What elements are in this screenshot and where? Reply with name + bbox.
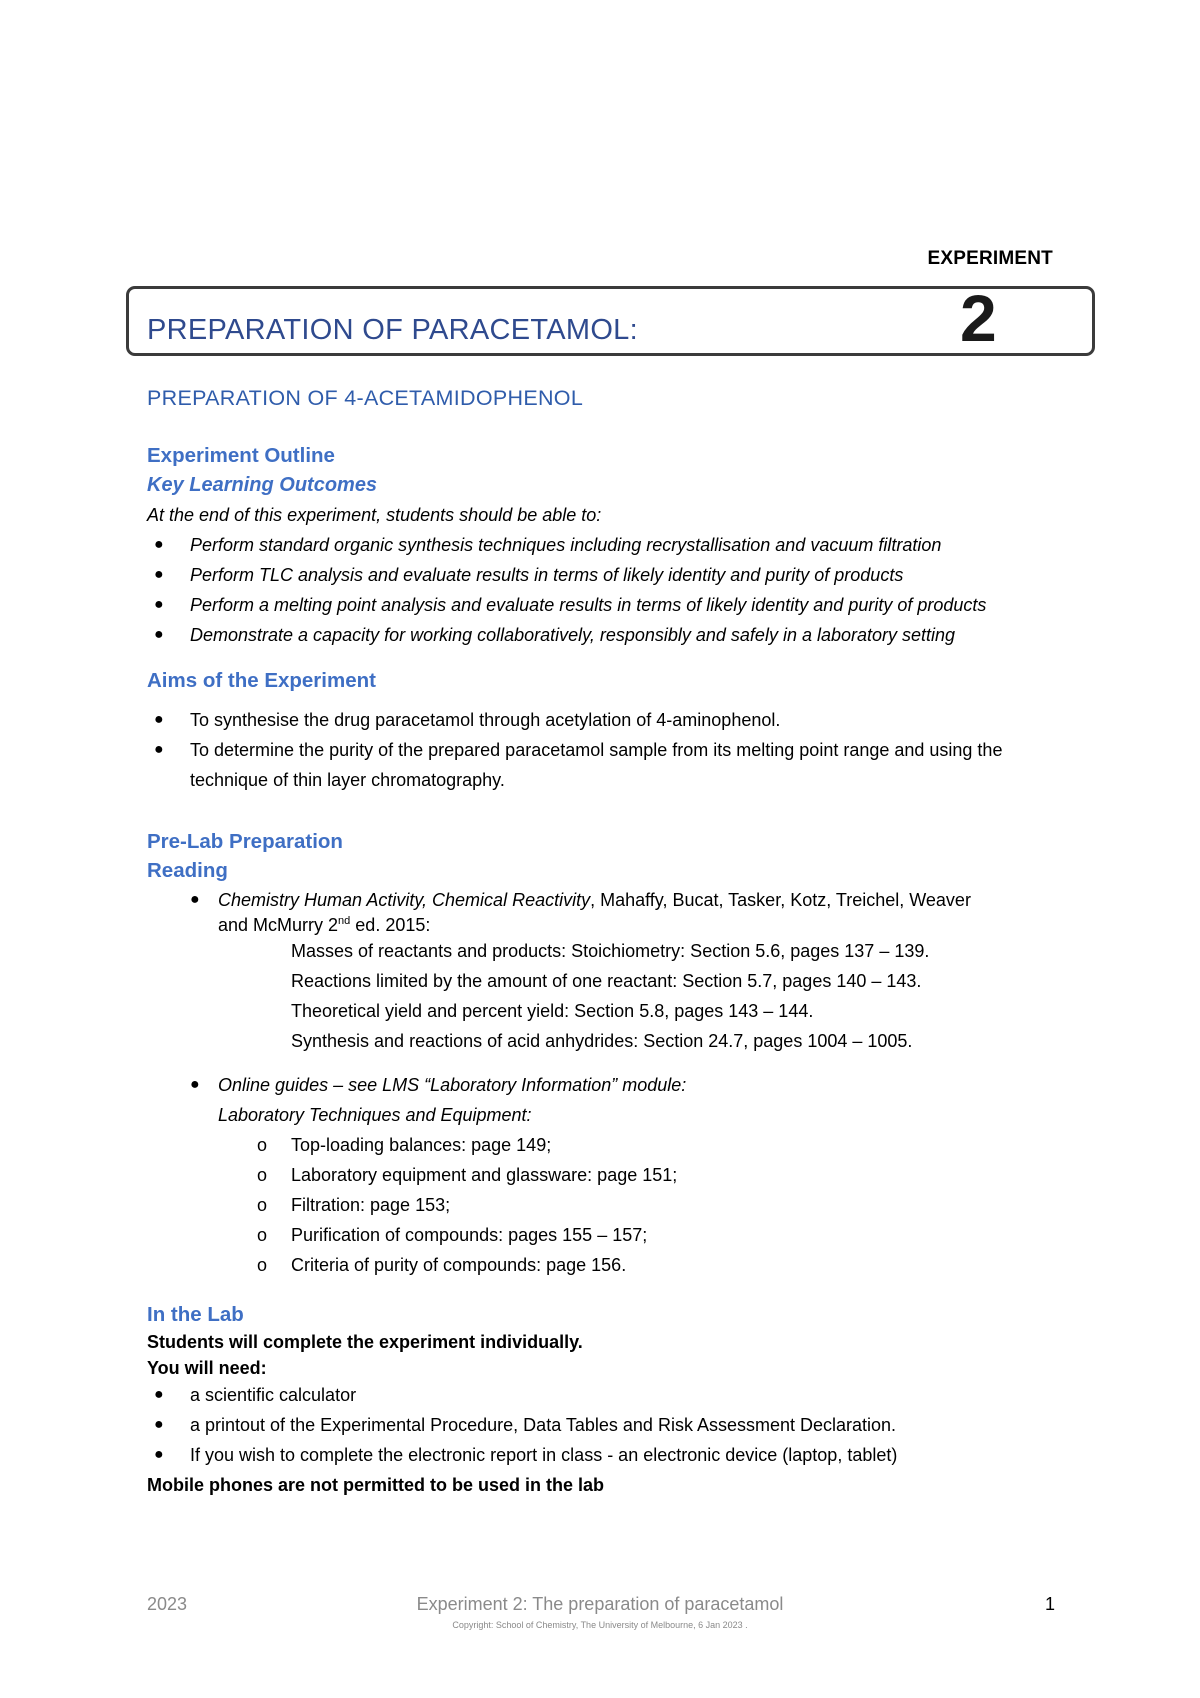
circle-bullet-icon: o bbox=[257, 1225, 268, 1245]
bullet-icon: ● bbox=[190, 1076, 200, 1093]
bullet-icon: ● bbox=[154, 1416, 164, 1433]
bullet-icon: ● bbox=[154, 741, 164, 758]
book-edition-sup: nd bbox=[338, 915, 351, 927]
bullet-icon: ● bbox=[154, 711, 164, 728]
footer-copyright: Copyright: School of Chemistry, The University of Melbourne, 6 Jan 2023 . bbox=[452, 1620, 748, 1630]
footer-title: Experiment 2: The preparation of paracetamol bbox=[416, 1594, 784, 1614]
guide-item: Filtration: page 153; bbox=[291, 1195, 451, 1215]
book-reference bbox=[218, 890, 971, 911]
online-guides: Online guides – see LMS “Laboratory Information” module: bbox=[218, 1075, 687, 1095]
outline-heading: Experiment Outline bbox=[147, 444, 335, 467]
online-guides-sub: Laboratory Techniques and Equipment: bbox=[218, 1105, 532, 1125]
bullet-icon: ● bbox=[154, 536, 164, 553]
lab-heading: In the Lab bbox=[147, 1303, 244, 1326]
book-title: Chemistry Human Activity, Chemical Reactivity bbox=[218, 890, 591, 910]
footer-year: 2023 bbox=[147, 1594, 188, 1614]
book-authors: , Mahaffy, Bucat, Tasker, Kotz, Treichel, Weaver bbox=[590, 890, 971, 910]
prelab-heading: Pre-Lab Preparation bbox=[147, 830, 343, 853]
circle-bullet-icon: o bbox=[257, 1165, 268, 1185]
lab-individual: Students will complete the experiment individually. bbox=[147, 1332, 583, 1352]
circle-bullet-icon: o bbox=[257, 1135, 268, 1155]
bullet-icon: ● bbox=[154, 566, 164, 583]
circle-bullet-icon: o bbox=[257, 1195, 268, 1215]
bullet-icon: ● bbox=[190, 891, 200, 908]
page-number: 1 bbox=[1045, 1594, 1056, 1614]
guide-item: Criteria of purity of compounds: page 156. bbox=[291, 1255, 627, 1275]
page-title: PREPARATION OF PARACETAMOL: bbox=[147, 314, 638, 346]
aim-item-continued: technique of thin layer chromatography. bbox=[190, 770, 505, 790]
aims-heading: Aims of the Experiment bbox=[147, 669, 376, 692]
lab-need: You will need: bbox=[147, 1358, 267, 1378]
aim-item: To synthesise the drug paracetamol through acetylation of 4-aminophenol. bbox=[190, 710, 781, 730]
book-edition-text: and McMurry 2 bbox=[218, 915, 339, 935]
reading-section: Synthesis and reactions of acid anhydrides: Section 24.7, pages 1004 – 1005. bbox=[291, 1031, 913, 1051]
reading-heading: Reading bbox=[147, 859, 228, 882]
outcome-item: Perform standard organic synthesis techniques including recrystallisation and vacuum filtration bbox=[190, 535, 942, 555]
reading-section: Theoretical yield and percent yield: Section 5.8, pages 143 – 144. bbox=[291, 1001, 814, 1021]
outcome-item: Perform a melting point analysis and evaluate results in terms of likely identity and purity of products bbox=[190, 595, 987, 615]
circle-bullet-icon: o bbox=[257, 1255, 268, 1275]
guide-item: Purification of compounds: pages 155 – 157; bbox=[291, 1225, 648, 1245]
need-item: a scientific calculator bbox=[190, 1385, 357, 1405]
page-subtitle: PREPARATION OF 4-ACETAMIDOPHENOL bbox=[147, 386, 584, 410]
book-edition-year: ed. 2015: bbox=[350, 915, 431, 935]
reading-section: Masses of reactants and products: Stoichiometry: Section 5.6, pages 137 – 139. bbox=[291, 941, 930, 961]
reading-section: Reactions limited by the amount of one reactant: Section 5.7, pages 140 – 143. bbox=[291, 971, 922, 991]
outcomes-heading: Key Learning Outcomes bbox=[147, 474, 378, 496]
bullet-icon: ● bbox=[154, 1446, 164, 1463]
aim-item: To determine the purity of the prepared paracetamol sample from its melting point range and using the bbox=[190, 740, 1003, 760]
outcome-item: Demonstrate a capacity for working collaboratively, responsibly and safely in a laboratory setting bbox=[190, 625, 956, 645]
guide-item: Laboratory equipment and glassware: page 151; bbox=[291, 1165, 678, 1185]
experiment-number: 2 bbox=[960, 281, 997, 355]
experiment-label: EXPERIMENT bbox=[927, 248, 1053, 269]
guide-item: Top-loading balances: page 149; bbox=[291, 1135, 552, 1155]
bullet-icon: ● bbox=[154, 596, 164, 613]
book-edition bbox=[218, 915, 430, 936]
outcomes-intro: At the end of this experiment, students should be able to: bbox=[147, 505, 602, 525]
outcome-item: Perform TLC analysis and evaluate results in terms of likely identity and purity of products bbox=[190, 565, 904, 585]
bullet-icon: ● bbox=[154, 1386, 164, 1403]
need-item: a printout of the Experimental Procedure, Data Tables and Risk Assessment Declaration. bbox=[190, 1415, 897, 1435]
phones-note: Mobile phones are not permitted to be used in the lab bbox=[147, 1475, 605, 1495]
need-item: If you wish to complete the electronic report in class - an electronic device (laptop, tablet) bbox=[190, 1445, 898, 1465]
bullet-icon: ● bbox=[154, 626, 164, 643]
